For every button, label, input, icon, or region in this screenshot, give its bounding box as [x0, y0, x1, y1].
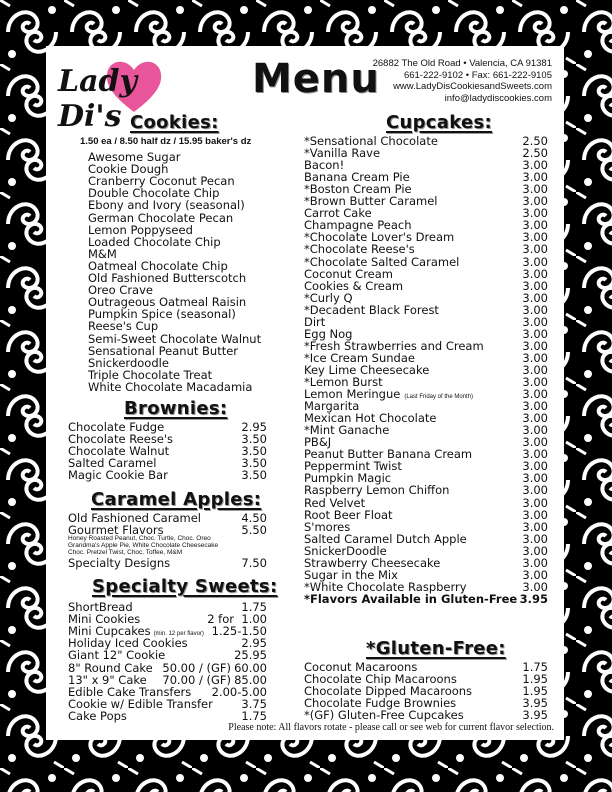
address: 26882 The Old Road • Valencia, CA 91381 [372, 58, 552, 69]
cupcake-row-name: Raspberry Lemon Chiffon [304, 483, 450, 498]
brownie-row-price: 3.50 [241, 444, 267, 459]
cupcake-row-price: 3.00 [522, 519, 548, 534]
email-link[interactable]: info@ladydiscookies.com [444, 92, 552, 104]
gluten-free-availability-row [304, 593, 548, 605]
apple-row-name: Old Fashioned Caramel [68, 511, 201, 525]
cupcake-row-price: 3.00 [522, 483, 548, 498]
cupcake-row-name: *Fresh Strawberries and Cream [304, 338, 484, 353]
cupcake-row-name: Champagne Peach [304, 218, 412, 233]
cupcake-row-name: *Curly Q [304, 290, 353, 305]
phone-fax: 661-222-9102 • Fax: 661-222-9105 [403, 69, 552, 81]
specialty-sweets-heading: Specialty Sweets: [92, 576, 278, 597]
cupcake-row-name: *Brown Butter Caramel [304, 194, 438, 209]
gluten-free-heading: *Gluten-Free: [366, 638, 506, 659]
cupcake-row-name: *Sensational Chocolate [304, 134, 438, 148]
cookie-item: Pumpkin Spice (seasonal) [88, 307, 236, 322]
cookie-item: Ebony and Ivory (seasonal) [88, 198, 245, 213]
apple-specialty-row-name: Specialty Designs [68, 556, 171, 570]
cupcake-row-name: Lemon Meringue [304, 387, 401, 402]
cookie-item: Cranberry Coconut Pecan [88, 174, 235, 189]
brownie-row-name: Chocolate Reese's [68, 432, 174, 447]
cupcake-row-name: Peanut Butter Banana Cream [304, 447, 473, 462]
brownie-row-price: 3.50 [241, 432, 267, 447]
cupcake-row-price: 3.00 [522, 158, 548, 173]
cookie-item: Semi-Sweet Chocolate Walnut [88, 331, 262, 346]
cupcake-row-price: 3.00 [522, 579, 548, 594]
gf-row-price: 3.95 [522, 696, 548, 711]
cupcake-row-price: 2.50 [522, 146, 548, 161]
cupcake-row-name: Pumpkin Magic [304, 471, 392, 486]
specialty-name: 8" Round Cake [68, 660, 153, 675]
gf-row-price: 1.75 [522, 660, 548, 674]
caramel-apples-heading: Caramel Apples: [91, 489, 262, 510]
cupcake-row-price: 3.00 [522, 326, 548, 341]
cupcake-row-price: 3.00 [522, 375, 548, 389]
apple-flavor-line: Grandma's Apple Pie, White Chocolate Cheesecake [68, 542, 219, 549]
cupcake-row-name: *Vanilla Rave [304, 146, 381, 161]
gf-availability-label: *Flavors Available in Gluten-Free [304, 591, 518, 606]
specialty-name: Holiday Iced Cookies [68, 636, 188, 651]
specialty-price: 1.25-1.50 [211, 624, 267, 639]
cookie-item: Sensational Peanut Butter [88, 343, 239, 358]
specialty-price: 2.95 [241, 636, 267, 651]
cookie-item: White Chocolate Macadamia [88, 379, 253, 394]
cupcake-row-name: Strawberry Cheesecake [304, 555, 441, 570]
cupcake-row-price: 3.00 [522, 459, 548, 474]
cupcake-row-price: 3.00 [522, 567, 548, 582]
cupcake-row-name: Mexican Hot Chocolate [304, 411, 437, 426]
cookie-item: M&M [88, 246, 117, 261]
apple-specialty-row-price: 7.50 [241, 556, 267, 570]
cookie-item: Snickerdoodle [88, 355, 169, 370]
cupcake-row-price: 3.00 [522, 555, 548, 570]
cupcake-row-name: Bacon! [304, 158, 345, 173]
cookies-heading: Cookies: [130, 112, 219, 133]
gf-row-price: 1.95 [522, 672, 548, 687]
page-title: Menu [252, 56, 380, 102]
cookies-pricing: 1.50 ea / 8.50 half dz / 15.95 baker's dz [80, 136, 252, 147]
specialty-qty: 50.00 / (GF) [162, 660, 231, 675]
flavor-rotation-note: Please note: All flavors rotate - please call or see web for current flavor selection. [228, 722, 554, 733]
cookie-item: Oreo Crave [88, 283, 153, 298]
cupcake-row-price: 3.00 [522, 507, 548, 522]
brownie-row-name: Chocolate Walnut [68, 444, 170, 459]
cupcake-row-name: Dirt [304, 314, 326, 329]
specialty-name: ShortBread [68, 600, 133, 614]
cupcake-row-price: 3.00 [522, 278, 548, 293]
cupcake-row-price: 3.00 [522, 471, 548, 486]
cupcake-row-price: 3.00 [522, 302, 548, 317]
cupcakes-heading: Cupcakes: [386, 112, 493, 133]
brownie-row-price: 3.50 [241, 456, 267, 471]
cupcake-row-name: Red Velvet [304, 495, 366, 510]
specialty-price: 85.00 [234, 672, 267, 687]
gf-row [304, 709, 548, 721]
gf-row-price: 3.95 [522, 708, 548, 723]
specialty-qty: 70.00 / (GF) [162, 672, 231, 687]
cupcake-row-price: 3.00 [522, 543, 548, 558]
gf-row-name: Coconut Macaroons [304, 660, 418, 674]
specialty-price: 1.75 [241, 708, 267, 723]
cookie-item: Oatmeal Chocolate Chip [88, 258, 228, 273]
apple-row-name: Gourmet Flavors [68, 523, 164, 537]
cupcake-row-name: *Boston Cream Pie [304, 182, 412, 197]
cupcake-row [304, 424, 548, 436]
cupcake-row-price: 3.00 [522, 423, 548, 438]
specialty-name: Giant 12" Cookie [68, 648, 166, 663]
cupcake-row-name: Egg Nog [304, 326, 353, 341]
cupcake-row-name: Sugar in the Mix [304, 567, 398, 582]
cupcake-row-name: *Ice Cream Sundae [304, 350, 415, 365]
specialty-name: Mini Cookies [68, 612, 141, 627]
gf-availability-price: 3.95 [519, 591, 548, 606]
cookie-item: German Chocolate Pecan [88, 210, 234, 225]
brownie-row-name: Magic Cookie Bar [68, 468, 168, 483]
specialty-price: 3.75 [241, 696, 267, 711]
cupcake-row-price: 3.00 [522, 411, 548, 426]
brownie-row-price: 2.95 [241, 420, 267, 434]
gf-row-name: Chocolate Dipped Macaroons [304, 684, 473, 699]
cookie-item: Old Fashioned Butterscotch [88, 271, 247, 285]
apple-row-price: 5.50 [241, 523, 267, 537]
specialty-name: Mini Cupcakes [68, 624, 151, 639]
cupcake-row-name: Salted Caramel Dutch Apple [304, 531, 467, 546]
cookie-item: Loaded Chocolate Chip [88, 234, 221, 249]
specialty-price: 25.95 [234, 648, 267, 663]
website-link[interactable]: www.LadyDisCookiesandSweets.com [393, 81, 552, 92]
cupcake-row-price: 3.00 [522, 266, 548, 281]
cupcake-row-price: 3.00 [522, 194, 548, 209]
cupcake-row-price: 3.00 [522, 447, 548, 462]
cupcake-row-name: Key Lime Cheesecake [304, 362, 430, 377]
cupcake-row-price: 3.00 [522, 218, 548, 233]
specialty-qty: 2 for [207, 612, 234, 627]
cupcake-row-price: 3.00 [522, 399, 548, 414]
cupcake-row-name: S'mores [304, 519, 351, 534]
apple-row-price: 4.50 [241, 511, 267, 525]
specialty-name: Edible Cake Transfers [68, 684, 192, 699]
cupcake-row-name: Root Beer Float [304, 507, 393, 522]
cookie-item: Reese's Cup [88, 319, 159, 334]
cupcake-row-price: 3.00 [522, 314, 548, 329]
cupcake-row-price: 3.00 [522, 242, 548, 257]
specialty-price: 1.75 [241, 600, 267, 614]
cupcake-row-price: 3.00 [522, 230, 548, 245]
cupcake-row-price: 3.00 [522, 362, 548, 377]
brownie-row-name: Salted Caramel [68, 456, 157, 471]
cookie-item: Cookie Dough [88, 162, 169, 177]
cupcake-row-price: 3.00 [522, 290, 548, 305]
cupcake-row-name: *Mint Ganache [304, 423, 390, 438]
cupcake-row-price: 3.00 [522, 182, 548, 197]
cookie-item: Outrageous Oatmeal Raisin [88, 295, 247, 310]
specialty-price: 2.00-5.00 [211, 684, 267, 699]
specialty-price: 60.00 [234, 660, 267, 675]
gf-row-name: Chocolate Chip Macaroons [304, 672, 457, 687]
brownie-row-name: Chocolate Fudge [68, 420, 165, 434]
cupcake-row-price: 3.00 [522, 338, 548, 353]
gf-row-name: Chocolate Fudge Brownies [304, 696, 457, 711]
cupcake-row-name: *Chocolate Salted Caramel [304, 254, 460, 269]
cupcake-row-price: 3.00 [522, 531, 548, 546]
cookie-item: Double Chocolate Chip [88, 186, 220, 201]
cupcake-row-name: *Lemon Burst [304, 375, 383, 389]
specialty-note: (min. 12 per flavor) [153, 631, 204, 638]
specialty-price: 1.00 [241, 612, 267, 627]
cookie-item: Lemon Poppyseed [88, 222, 193, 237]
cupcake-row-name: *Chocolate Lover's Dream [304, 230, 455, 245]
cupcake-row-price: 3.00 [522, 350, 548, 365]
cupcake-row-name: Coconut Cream [304, 266, 393, 281]
cupcake-row-name: *Chocolate Reese's [304, 242, 415, 257]
cupcake-row [304, 304, 548, 316]
gf-row-price: 1.95 [522, 684, 548, 699]
cupcake-row-note: (Last Friday of the Month) [404, 394, 474, 401]
cupcake-row-price: 3.00 [522, 254, 548, 269]
apple-flavor-line: Honey Roasted Peanut, Choc. Turtle, Choc. Oreo [68, 535, 211, 542]
specialty-name: 13" x 9" Cake [68, 672, 147, 687]
cookie-item: Awesome Sugar [88, 150, 181, 164]
cupcake-row-name: Carrot Cake [304, 206, 372, 221]
cupcake-row-name: PB&J [304, 435, 332, 450]
specialty-name: Cake Pops [68, 708, 127, 723]
cupcake-row-name: Peppermint Twist [304, 459, 402, 474]
logo-text: Lady Di's [58, 64, 137, 134]
cupcake-row-name: Cookies & Cream [304, 278, 404, 293]
cupcake-row-price: 2.50 [522, 134, 548, 148]
brownie-row-price: 3.50 [241, 468, 267, 483]
cupcake-row-price: 3.00 [522, 495, 548, 510]
cupcake-row-name: *Decadent Black Forest [304, 302, 439, 317]
cupcake-row-name: SnickerDoodle [304, 543, 387, 558]
cupcake-row-name: *White Chocolate Raspberry [304, 579, 467, 594]
apple-flavor-line: Choc. Pretzel Twist, Choc. Toffee, M&M [68, 549, 183, 556]
cupcake-row-price: 3.00 [522, 435, 548, 450]
cupcake-row-price: 3.00 [522, 387, 548, 402]
specialty-name: Cookie w/ Edible Transfer [68, 696, 213, 711]
brownies-heading: Brownies: [124, 398, 228, 419]
cupcake-row-price: 3.00 [522, 170, 548, 185]
cookie-item: Triple Chocolate Treat [88, 367, 213, 382]
cupcake-row-name: Margarita [304, 399, 360, 414]
gf-row-name: *(GF) Gluten-Free Cupcakes [304, 708, 464, 723]
cupcake-row-price: 3.00 [522, 206, 548, 221]
cupcake-row-name: Banana Cream Pie [304, 170, 410, 185]
